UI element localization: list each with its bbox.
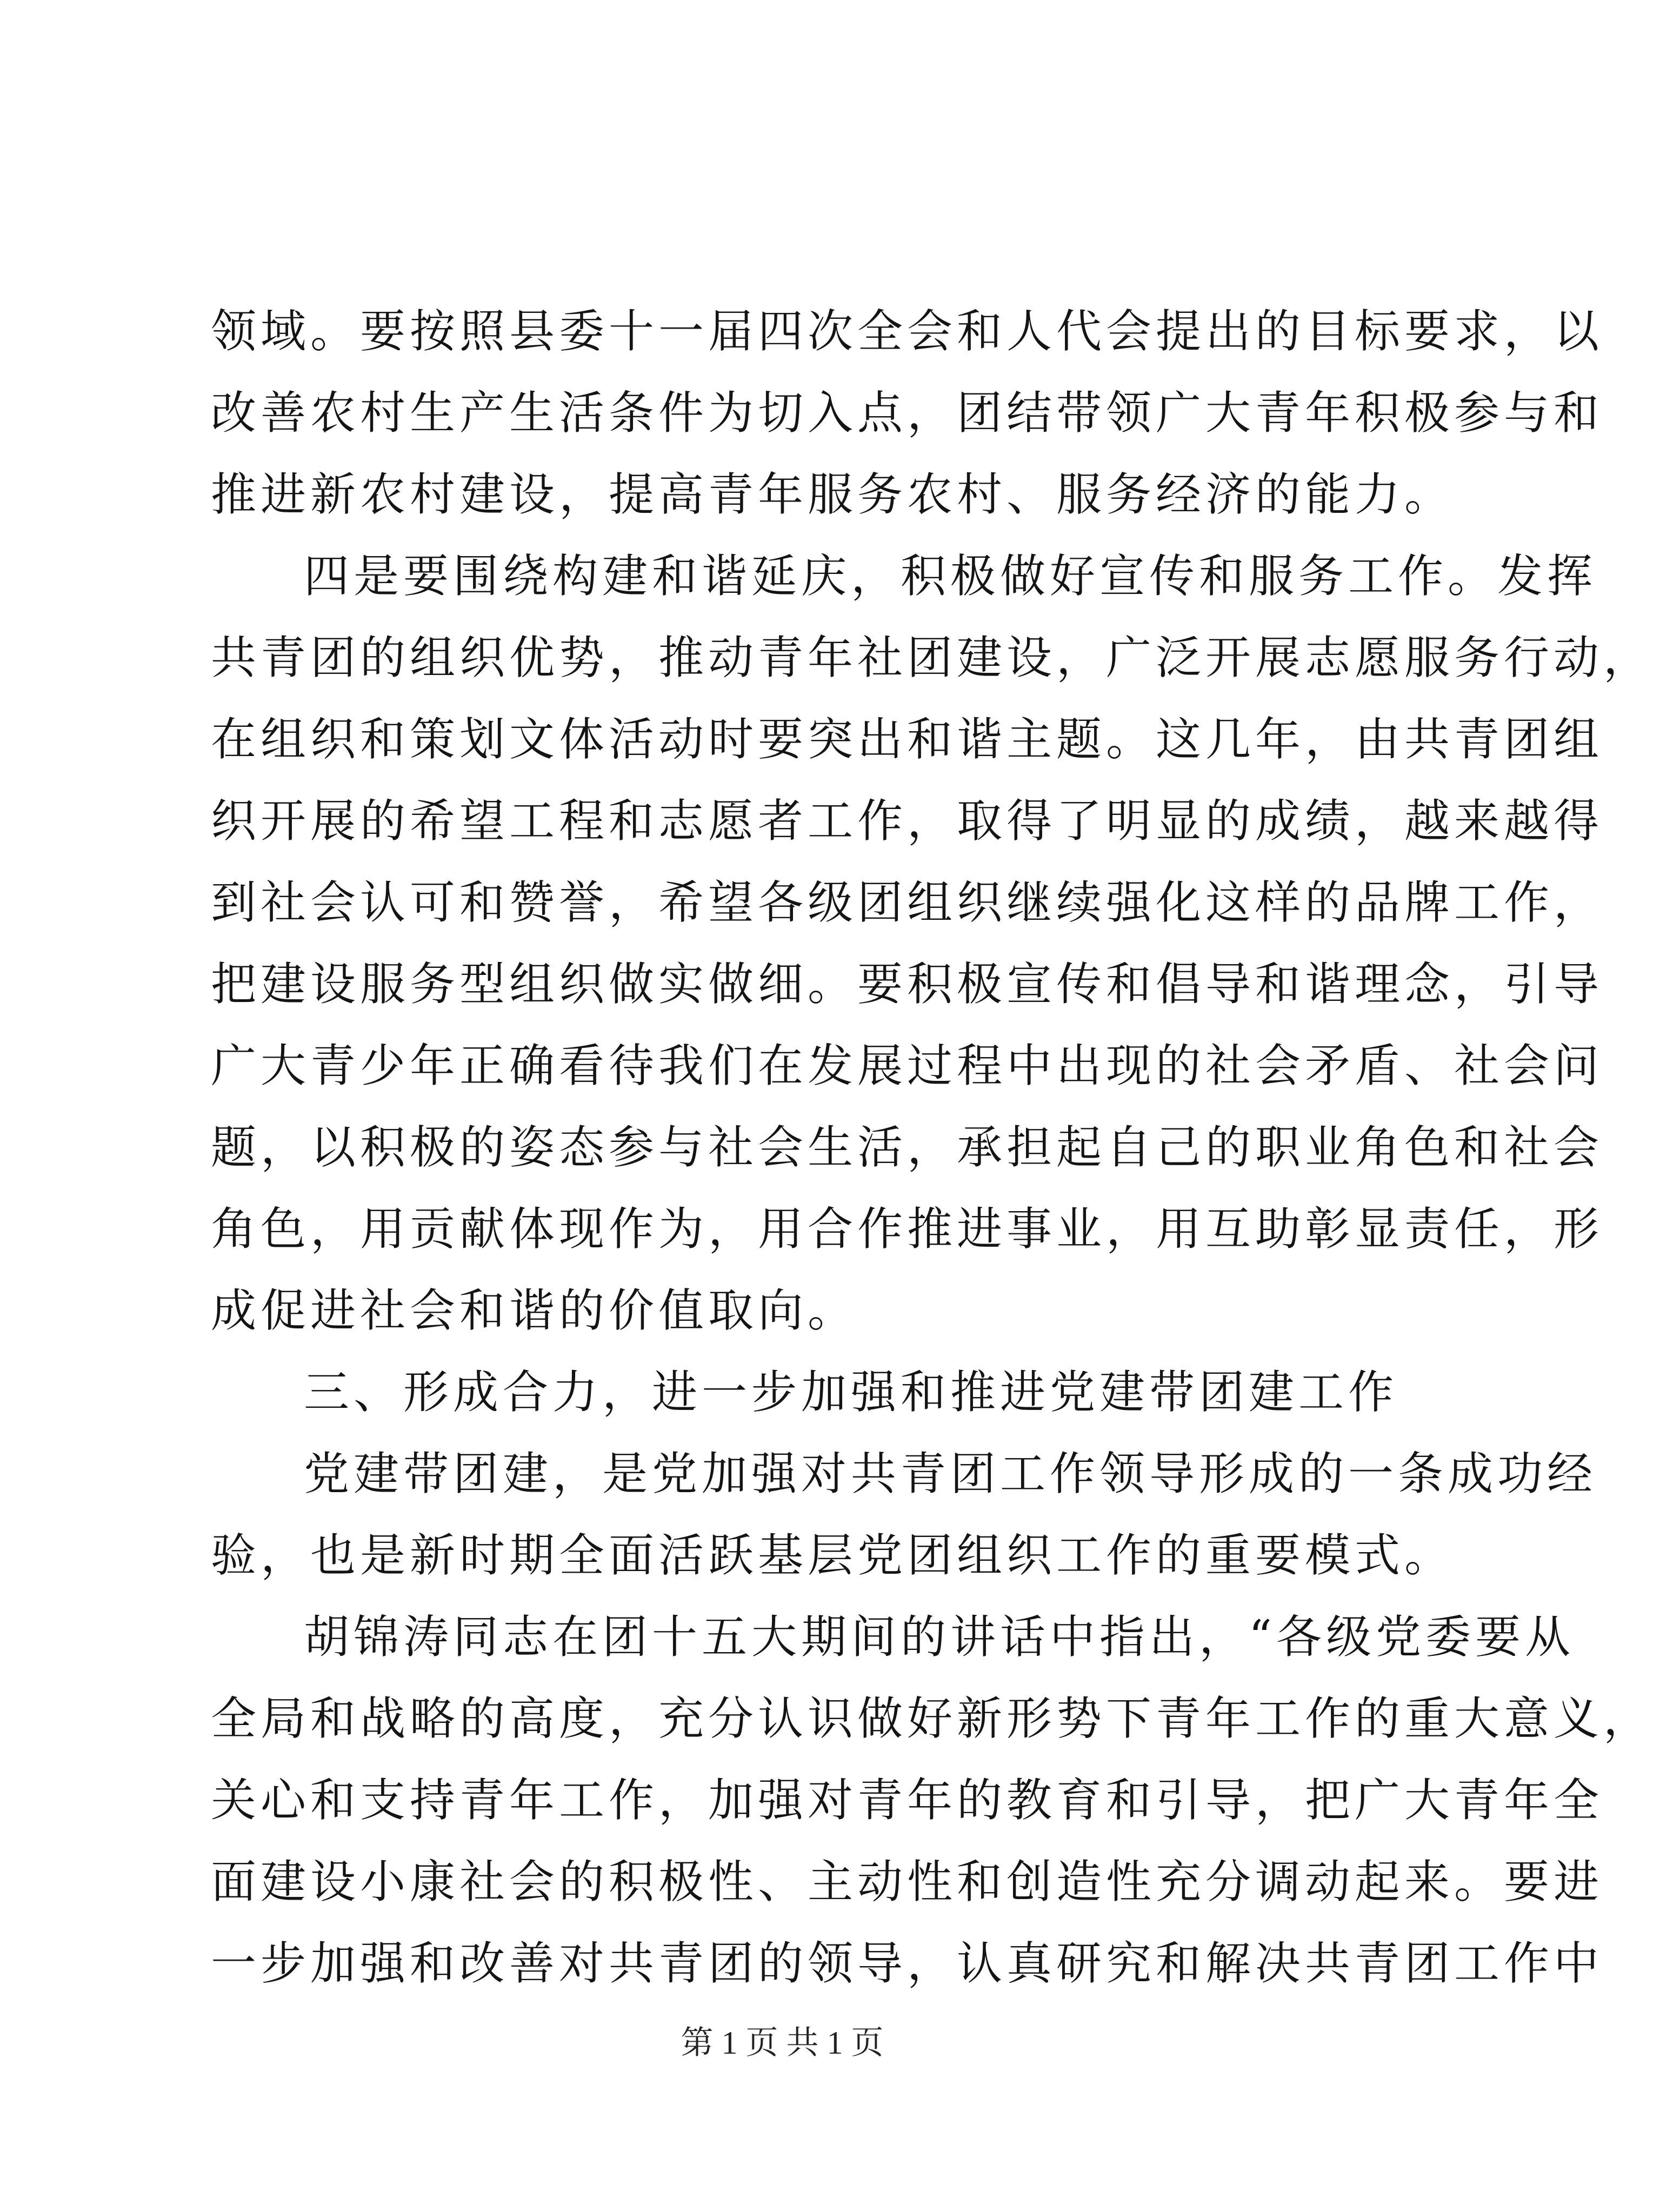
- section-heading: 三、形成合力，进一步加强和推进党建带团建工作: [304, 1366, 1398, 1419]
- text-line: 题，以积极的姿态参与社会生活，承担起自己的职业角色和社会: [211, 1121, 1604, 1174]
- text-line: 广大青少年正确看待我们在发展过程中出现的社会矛盾、社会问: [211, 1039, 1604, 1092]
- text-line: 共青团的组织优势，推动青年社团建设，广泛开展志愿服务行动，: [211, 631, 1653, 684]
- text-line: 面建设小康社会的积极性、主动性和创造性充分调动起来。要进: [211, 1855, 1604, 1908]
- text-line: 在组织和策划文体活动时要突出和谐主题。这几年，由共青团组: [211, 713, 1604, 766]
- text-line: 全局和战略的高度，充分认识做好新形势下青年工作的重大意义，: [211, 1692, 1653, 1745]
- text-line: 推进新农村建设，提高青年服务农村、服务经济的能力。: [211, 468, 1455, 521]
- paragraph-start-line: 党建带团建，是党加强对共青团工作领导形成的一条成功经: [304, 1447, 1597, 1500]
- document-body: [211, 291, 1653, 2004]
- page-number-footer: 第 1 页 共 1 页: [681, 2025, 884, 2061]
- text-line: 到社会认可和赞誉，希望各级团组织继续强化这样的品牌工作，: [211, 876, 1604, 929]
- paragraph-start-line: 胡锦涛同志在团十五大期间的讲话中指出，“各级党委要从: [304, 1610, 1575, 1663]
- text-line: 领域。要按照县委十一届四次全会和人代会提出的目标要求，以: [211, 305, 1604, 358]
- text-line: 把建设服务型组织做实做细。要积极宣传和倡导和谐理念，引导: [211, 958, 1604, 1011]
- text-line: 成促进社会和谐的价值取向。: [211, 1284, 858, 1337]
- text-line: 关心和支持青年工作，加强对青年的教育和引导，把广大青年全: [211, 1774, 1604, 1827]
- text-line: 改善农村生产生活条件为切入点，团结带领广大青年积极参与和: [211, 386, 1604, 439]
- text-line: 织开展的希望工程和志愿者工作，取得了明显的成绩，越来越得: [211, 794, 1604, 847]
- text-line: 一步加强和改善对共青团的领导，认真研究和解决共青团工作中: [211, 1937, 1604, 1990]
- paragraph-start-line: 四是要围绕构建和谐延庆，积极做好宣传和服务工作。发挥: [304, 550, 1597, 603]
- text-line: 角色，用贡献体现作为，用合作推进事业，用互助彰显责任，形: [211, 1202, 1604, 1255]
- text-line: 验，也是新时期全面活跃基层党团组织工作的重要模式。: [211, 1529, 1455, 1582]
